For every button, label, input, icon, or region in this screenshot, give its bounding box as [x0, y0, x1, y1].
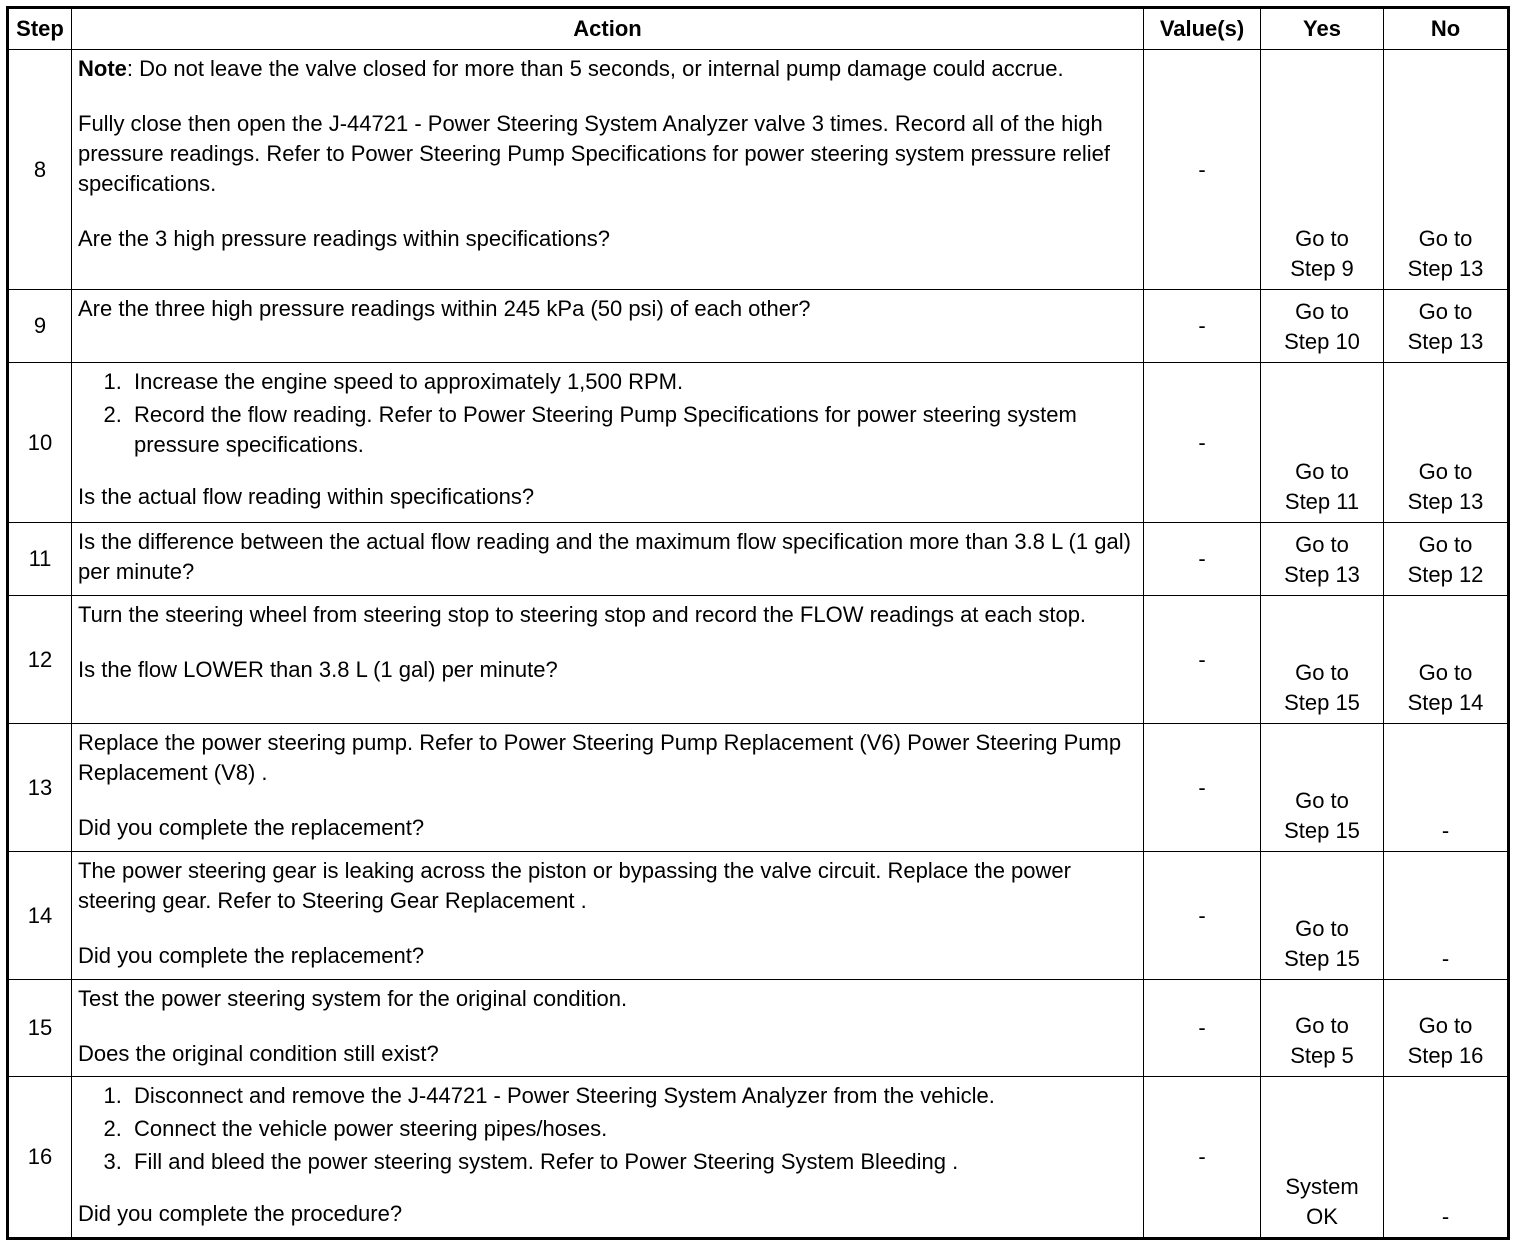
yes-outcome-line: Go to: [1295, 226, 1349, 251]
no-outcome-line: Go to: [1418, 660, 1473, 685]
step-number: 14: [8, 852, 72, 980]
action-steps-list: [78, 367, 1137, 460]
no-cell: [1384, 724, 1509, 852]
yes-outcome-line: Step 13: [1284, 562, 1360, 587]
no-cell: [1384, 50, 1509, 290]
diagnostic-table: [6, 6, 1510, 1240]
table-row: [8, 50, 1509, 290]
header-step: Step: [8, 8, 72, 50]
value-cell: -: [1144, 980, 1261, 1077]
value-cell: -: [1144, 596, 1261, 724]
yes-cell: [1261, 523, 1384, 596]
yes-outcome-line: Step 11: [1284, 489, 1360, 514]
no-outcome-line: -: [1441, 946, 1450, 971]
step-number: 13: [8, 724, 72, 852]
table-row: [8, 1077, 1509, 1239]
action-cell: [72, 852, 1144, 980]
table-row: [8, 363, 1509, 523]
action-cell: [72, 363, 1144, 523]
action-paragraph: Is the actual flow reading within specifications?: [78, 484, 535, 509]
no-cell: [1384, 1077, 1509, 1239]
header-row: [8, 8, 1509, 50]
step-number: 10: [8, 363, 72, 523]
yes-outcome-line: Go to: [1295, 788, 1349, 813]
yes-outcome-line: Step 15: [1284, 818, 1360, 843]
header-values: Value(s): [1144, 8, 1261, 50]
yes-outcome-line: Step 15: [1284, 690, 1360, 715]
list-item: 2. Connect the vehicle power steering pipes/hoses.: [128, 1114, 1137, 1144]
action-cell: [72, 724, 1144, 852]
step-number: 8: [8, 50, 72, 290]
table-row: [8, 596, 1509, 724]
action-paragraph: Is the difference between the actual flow reading and the maximum flow specification more than 3.8 L (1 gal) per minute?: [78, 529, 1131, 584]
no-outcome-line: Step 13: [1407, 256, 1484, 281]
table-row: [8, 290, 1509, 363]
yes-cell: [1261, 596, 1384, 724]
yes-outcome-line: Step 10: [1284, 329, 1360, 354]
value-cell: -: [1144, 523, 1261, 596]
table-row: [8, 724, 1509, 852]
action-cell: [72, 1077, 1144, 1239]
yes-cell: [1261, 724, 1384, 852]
no-outcome-line: Go to: [1418, 299, 1473, 324]
no-cell: [1384, 523, 1509, 596]
list-item: 1. Disconnect and remove the J-44721 - Power Steering System Analyzer from the vehicle.: [128, 1081, 1137, 1111]
step-number: 16: [8, 1077, 72, 1239]
action-paragraph: Turn the steering wheel from steering stop to steering stop and record the FLOW readings at each stop.: [78, 602, 1087, 627]
yes-cell: [1261, 50, 1384, 290]
action-paragraph: Did you complete the procedure?: [78, 1201, 403, 1226]
action-paragraph: Is the flow LOWER than 3.8 L (1 gal) per minute?: [78, 657, 558, 682]
action-cell: [72, 596, 1144, 724]
value-cell: -: [1144, 50, 1261, 290]
action-paragraph: Are the three high pressure readings within 245 kPa (50 psi) of each other?: [78, 296, 811, 321]
header-yes: Yes: [1261, 8, 1384, 50]
yes-outcome-line: Go to: [1295, 1013, 1349, 1038]
no-cell: [1384, 290, 1509, 363]
no-outcome-line: Step 12: [1407, 562, 1484, 587]
action-paragraph: The power steering gear is leaking across the piston or bypassing the valve circuit. Replace the power steering gear. Refer to Steering Gear Replacement .: [78, 858, 1071, 913]
value-cell: -: [1144, 290, 1261, 363]
no-cell: [1384, 852, 1509, 980]
action-cell: [72, 290, 1144, 363]
step-number: 11: [8, 523, 72, 596]
action-paragraph: Are the 3 high pressure readings within specifications?: [78, 226, 610, 251]
action-paragraph: Fully close then open the J-44721 - Power Steering System Analyzer valve 3 times. Record all of the high pressure readings. Refer to Power Steering Pump Specifications for power steering system pressure relief specifications.: [78, 111, 1111, 196]
yes-cell: [1261, 980, 1384, 1077]
no-outcome-line: Go to: [1418, 459, 1473, 484]
yes-outcome-line: Go to: [1295, 660, 1349, 685]
table-row: [8, 523, 1509, 596]
step-number: 9: [8, 290, 72, 363]
table-row: [8, 980, 1509, 1077]
yes-outcome-line: Go to: [1295, 459, 1349, 484]
no-outcome-line: Go to: [1418, 226, 1473, 251]
no-cell: [1384, 596, 1509, 724]
no-outcome-line: Step 14: [1407, 690, 1484, 715]
no-outcome-line: Go to: [1418, 532, 1473, 557]
value-cell: -: [1144, 724, 1261, 852]
yes-outcome-line: System: [1285, 1174, 1359, 1199]
header-action: Action: [72, 8, 1144, 50]
yes-cell: [1261, 290, 1384, 363]
action-cell: [72, 980, 1144, 1077]
value-cell: -: [1144, 852, 1261, 980]
header-no: No: [1384, 8, 1509, 50]
table-body: [8, 50, 1509, 1239]
no-outcome-line: Step 13: [1407, 489, 1484, 514]
action-paragraph: Did you complete the replacement?: [78, 815, 425, 840]
step-number: 15: [8, 980, 72, 1077]
note-label: Note: [78, 56, 127, 81]
value-cell: -: [1144, 363, 1261, 523]
yes-cell: [1261, 1077, 1384, 1239]
yes-outcome-line: Step 9: [1290, 256, 1354, 281]
step-number: 12: [8, 596, 72, 724]
list-item: 2. Record the flow reading. Refer to Power Steering Pump Specifications for power steering system pressure specifications.: [128, 400, 1137, 460]
no-outcome-line: Step 16: [1407, 1043, 1484, 1068]
no-outcome-line: -: [1441, 818, 1450, 843]
action-paragraph: Test the power steering system for the original condition.: [78, 986, 628, 1011]
yes-cell: [1261, 363, 1384, 523]
yes-outcome-line: Step 15: [1284, 946, 1360, 971]
note-text: : Do not leave the valve closed for more than 5 seconds, or internal pump damage could accrue.: [126, 56, 1064, 81]
yes-outcome-line: Step 5: [1290, 1043, 1354, 1068]
no-cell: [1384, 363, 1509, 523]
list-item: 3. Fill and bleed the power steering system. Refer to Power Steering System Bleeding .: [128, 1147, 1137, 1177]
action-cell: [72, 523, 1144, 596]
no-cell: [1384, 980, 1509, 1077]
yes-outcome-line: Go to: [1295, 532, 1349, 557]
action-paragraph: Did you complete the replacement?: [78, 943, 425, 968]
table-row: [8, 852, 1509, 980]
note-paragraph: [78, 54, 1137, 84]
yes-outcome-line: OK: [1306, 1204, 1338, 1229]
no-outcome-line: -: [1441, 1204, 1450, 1229]
list-item: 1. Increase the engine speed to approximately 1,500 RPM.: [128, 367, 1137, 397]
action-cell: [72, 50, 1144, 290]
action-steps-list: [78, 1081, 1137, 1177]
no-outcome-line: Go to: [1418, 1013, 1473, 1038]
no-outcome-line: Step 13: [1407, 329, 1484, 354]
action-paragraph: Replace the power steering pump. Refer to Power Steering Pump Replacement (V6) Power Steering Pump Replacement (V8) .: [78, 730, 1122, 785]
yes-outcome-line: Go to: [1295, 299, 1349, 324]
yes-cell: [1261, 852, 1384, 980]
yes-outcome-line: Go to: [1295, 916, 1349, 941]
action-paragraph: Does the original condition still exist?: [78, 1041, 439, 1066]
value-cell: -: [1144, 1077, 1261, 1239]
